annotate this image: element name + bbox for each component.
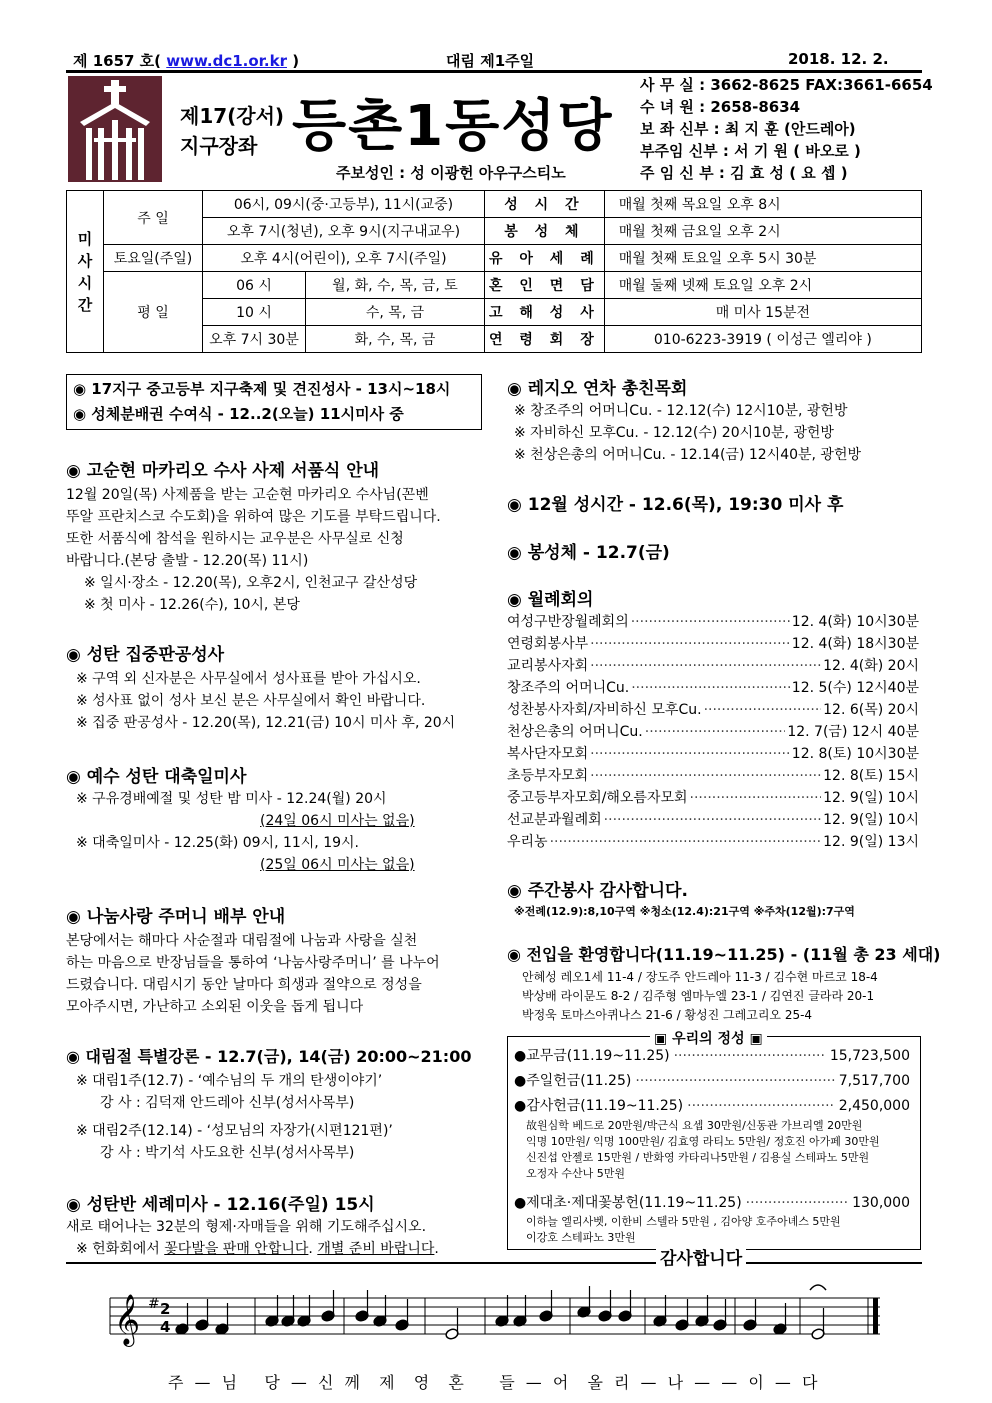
mass-time-side-label: 미 사 시 간 — [67, 191, 104, 353]
weekday-time: 10 시 — [203, 299, 306, 326]
meeting-name: 복사단자모회 — [507, 746, 589, 762]
sunday-times-1: 06시, 09시(중·고등부), 11시(교중) — [203, 191, 485, 218]
weekday-label: 평 일 — [104, 272, 203, 353]
convent-phone: 수 녀 원 : 2658-8634 — [640, 98, 801, 116]
meeting-time: 12. 4(화) 10시30분 — [791, 614, 919, 630]
meeting-row — [507, 743, 919, 765]
meeting-time: 12. 9(일) 10시 — [823, 812, 919, 828]
meeting-row — [507, 765, 919, 787]
issue-date: 2018. 12. 2. — [788, 50, 889, 68]
issue-number: 제 1657 호( — [73, 52, 162, 70]
meeting-row — [507, 655, 919, 677]
meeting-name: 중고등부자모회/해오름자모회 — [507, 790, 688, 806]
meeting-time: 12. 6(목) 20시 — [823, 702, 919, 718]
district-line1: 제17(강서) — [180, 104, 285, 128]
meeting-time: 12. 5(수) 12시40분 — [791, 680, 919, 696]
meeting-row — [507, 721, 919, 743]
meeting-time: 12. 7(금) 12시 40분 — [787, 724, 919, 740]
legio-title: ◉ 레지오 연차 총친목회 — [507, 379, 688, 399]
schedule-label: 봉 성 체 — [485, 218, 605, 245]
schedule-value: 매월 첫째 금요일 오후 2시 — [604, 218, 921, 245]
schedule-label: 혼 인 면 담 — [485, 272, 605, 299]
music-notes — [175, 1285, 826, 1340]
meeting-row — [507, 611, 919, 633]
offering-title: ▣ 우리의 정성 ▣ — [650, 1028, 767, 1048]
patron-saint: 주보성인 : 성 이광헌 아우구스티노 — [336, 164, 566, 182]
weekly-service-detail: ※전례(12.9):8,10구역 ※청소(12.4):21구역 ※주차(12월):7구역 — [514, 905, 855, 918]
weekday-days: 화, 수, 목, 금 — [306, 326, 485, 353]
meeting-row — [507, 831, 919, 853]
schedule-label: 유 아 세 례 — [485, 245, 605, 272]
weekday-days: 수, 목, 금 — [306, 299, 485, 326]
welcome-title: ◉ 전입을 환영합니다(11.19~11.25) - (11월 총 23 세대) — [507, 945, 941, 964]
lecture-week2-speaker: 강 사 : 박기석 사도요한 신부(성서사목부) — [100, 1145, 355, 1161]
meeting-row — [507, 677, 919, 699]
issue-line: 제 1657 호( www.dc1.or.kr ) — [73, 52, 300, 70]
hymn-lyrics: 주 — 님 당 — 신 께 제 영 혼 들 — 어 올 리 — 나 — — 이 — 다 — [168, 1373, 821, 1392]
svg-text:#: # — [148, 1296, 160, 1312]
christmas-day-note: (25일 06시 미사는 없음) — [260, 857, 415, 873]
meeting-name: 교리봉사자회 — [507, 658, 589, 674]
meeting-name: 초등부자모회 — [507, 768, 589, 784]
schedule-value: 매월 둘째 넷째 토요일 오후 2시 — [604, 272, 921, 299]
schedule-label: 성 시 간 — [485, 191, 605, 218]
offering-row: ●주일헌금(11.25) ····· 7,517,700 — [514, 1070, 910, 1092]
meeting-name: 창조주의 어머니Cu. — [507, 680, 630, 696]
meeting-time: 12. 8(토) 10시30분 — [791, 746, 919, 762]
baptism-prayer: 새로 태어나는 32분의 형제·자매들을 위해 기도해주십시오. — [66, 1219, 427, 1235]
communion-notice: ◉ 봉성체 - 12.7(금) — [507, 543, 670, 563]
weekday-time: 06 시 — [203, 272, 306, 299]
christmas-eve-note: (24일 06시 미사는 없음) — [260, 813, 415, 829]
advent-lecture-title: ◉ 대림절 특별강론 - 12.7(금), 14(금) 20:00~21:00 — [66, 1047, 472, 1066]
confession-title: ◉ 성탄 집중판공성사 — [66, 645, 225, 665]
weekday-days: 월, 화, 수, 목, 금, 토 — [306, 272, 485, 299]
thanksgiving-donors: 故원심학 베드로 20만원/박근식 요셉 30만원/신동관 가브리엘 20만원 익명 10만원/ 익명 100만원/ 김효영 라티노 5만원/ 정호진 아가페 30만원 신진섭 안젤로 15만원 / 반화영 카타리나5만원 / 김용실 스테파노 5만원 오정자 수산나 5만원 — [526, 1119, 880, 1180]
schedule-label: 연 령 회 장 — [485, 326, 605, 353]
baptism-mass-title: ◉ 성탄반 세례미사 - 12.16(주일) 15시 — [66, 1195, 375, 1215]
altar-donors: 이하늘 엘리사벳, 이한비 스텔라 5만원 , 김아양 호주아녜스 5만원 이강호 스테파노 3만원 — [526, 1215, 841, 1244]
ordination-notes: ※ 일시·장소 - 12.20(목), 오후2시, 인천교구 갈산성당 ※ 첫 미사 - 12.26(수), 10시, 본당 — [84, 575, 418, 613]
schedule-value: 매 미사 15분전 — [604, 299, 921, 326]
time-signature-bottom: 4 — [160, 1318, 171, 1336]
flower-notice: ※ 헌화회에서 꽃다발을 판매 안합니다. 개별 준비 바랍니다. — [76, 1241, 439, 1257]
christmas-day-mass: ※ 대축일미사 - 12.25(화) 09시, 11시, 19시. — [76, 835, 359, 851]
pastor: 주 임 신 부 : 김 효 성 ( 요 셉 ) — [640, 164, 848, 182]
lecture-week1: ※ 대림1주(12.7) - ‘예수님의 두 개의 탄생이야기’ — [76, 1073, 383, 1089]
fermata — [810, 1285, 826, 1290]
meeting-name: 여성구반장월례회의 — [507, 614, 629, 630]
office-phone: 사 무 실 : 3662-8625 FAX:3661-6654 — [640, 76, 933, 94]
meeting-name: 선교분과월례회 — [507, 812, 602, 828]
meeting-time: 12. 9(일) 13시 — [823, 834, 919, 850]
welcome-list: 안혜성 레오1세 11-4 / 장도주 안드레아 11-3 / 김수현 마르코 18-4 박상배 라이문도 8-2 / 김주형 엠마누엘 23-1 / 김연진 글라라 20-1 박정욱 토마스아퀴나스 21-6 / 황성진 그레고리오 25-4 — [522, 970, 878, 1022]
meeting-name: 천상은총의 어머니Cu. — [507, 724, 643, 740]
christmas-eve-mass: ※ 구유경배예절 및 성탄 밤 미사 - 12.24(월) 20시 — [76, 791, 387, 807]
meeting-name: 성찬봉사자회/자비하신 모후Cu. — [507, 702, 702, 718]
weekday-time: 오후 7시 30분 — [203, 326, 306, 353]
parish-name: 등촌1동성당 — [292, 94, 614, 159]
confession-notes: ※ 구역 외 신자분은 사무실에서 성사표를 받아 가십시오. ※ 성사표 없이 성사 보신 분은 사무실에서 확인 바랍니다. ※ 집중 판공성사 - 12.20(목), 12.21(금) 10시 미사 후, 20시 — [76, 671, 456, 731]
meeting-row — [507, 787, 919, 809]
schedule-value: 매월 첫째 목요일 오후 8시 — [604, 191, 921, 218]
notice-box — [66, 374, 482, 430]
assistant-priest: 보 좌 신부 : 최 지 훈 (안드레아) — [640, 120, 856, 138]
liturgical-season: 대림 제1주일 — [446, 52, 535, 70]
time-signature-top: 2 — [160, 1300, 171, 1318]
treble-clef: 𝄞 — [114, 1294, 141, 1345]
meeting-time: 12. 9(일) 10시 — [823, 790, 919, 806]
meeting-name: 연령회봉사부 — [507, 636, 589, 652]
meeting-time: 12. 4(화) 18시30분 — [791, 636, 919, 652]
offering-row: ●제대초·제대꽃봉헌(11.19~11.25) ····· 130,000 — [514, 1192, 910, 1214]
associate-priest: 부주임 신부 : 서 기 원 ( 바오로 ) — [640, 142, 861, 160]
offering-row: ●감사헌금(11.19~11.25) ····· 2,450,000 — [514, 1095, 910, 1117]
lecture-week1-speaker: 강 사 : 김덕재 안드레아 신부(성서사목부) — [100, 1095, 355, 1111]
mass-schedule-table — [66, 190, 922, 353]
contact-block — [640, 74, 933, 184]
legio-notes: ※ 창조주의 어머니Cu. - 12.12(수) 12시10분, 광헌방 ※ 자비하신 모후Cu. - 12.12(수) 20시10분, 광헌방 ※ 천상은총의 어머니Cu. - 12.14(금) 12시40분, 광헌방 — [514, 403, 861, 463]
lecture-week2: ※ 대림2주(12.14) - ‘성모님의 자장가(시편121편)’ — [76, 1123, 393, 1139]
schedule-value: 매월 첫째 토요일 오후 5시 30분 — [604, 245, 921, 272]
holy-hour-notice: ◉ 12월 성시간 - 12.6(목), 19:30 미사 후 — [507, 495, 844, 515]
schedule-value: 010-6223-3919 ( 이성근 엘리야 ) — [604, 326, 921, 353]
ordination-title: ◉ 고순현 마카리오 수사 사제 서품식 안내 — [66, 461, 380, 481]
closing-thanks: 감사합니다 — [656, 1244, 746, 1269]
district-line2: 지구장좌 — [180, 134, 258, 158]
saturday-label: 토요일(주일) — [104, 245, 203, 272]
youth-festival-notice: ◉ 17지구 중고등부 지구축제 및 견진성사 - 13시~18시 — [73, 380, 451, 398]
ordination-body: 12월 20일(목) 사제품을 받는 고순현 마카리오 수사님(꼰벤 뚜알 프란치스코 수도회)을 위하여 많은 기도를 부탁드립니다. 또한 서품식에 참석을 원하시는 교우분은 사무실로 신청 바랍니다.(본당 출발 - 12.20(목) 11시) — [66, 487, 441, 569]
meeting-time: 12. 8(토) 15시 — [823, 768, 919, 784]
offering-row: ●교무금(11.19~11.25) ····· 15,723,500 — [514, 1045, 910, 1067]
music-staff — [100, 1278, 890, 1368]
meeting-row — [507, 699, 919, 721]
meetings-title: ◉ 월례회의 — [507, 590, 594, 610]
weekly-service-title: ◉ 주간봉사 감사합니다. — [507, 881, 688, 901]
header-rule — [66, 70, 922, 73]
website-link[interactable]: www.dc1.or.kr — [166, 52, 287, 70]
eucharist-minister-notice: ◉ 성체분배권 수여식 - 12..2(오늘) 11시미사 중 — [73, 405, 404, 423]
church-logo — [68, 76, 162, 182]
saturday-times: 오후 4시(어린이), 오후 7시(주일) — [203, 245, 485, 272]
sharing-pouch-title: ◉ 나눔사랑 주머니 배부 안내 — [66, 907, 286, 927]
sunday-label: 주 일 — [104, 191, 203, 245]
meeting-row — [507, 633, 919, 655]
christmas-mass-title: ◉ 예수 성탄 대축일미사 — [66, 767, 247, 787]
schedule-label: 고 해 성 사 — [485, 299, 605, 326]
meeting-time: 12. 4(화) 20시 — [823, 658, 919, 674]
meeting-row — [507, 809, 919, 831]
meeting-name: 우리농 — [507, 834, 548, 850]
sharing-pouch-body: 본당에서는 해마다 사순절과 대림절에 나눔과 사랑을 실천 하는 마음으로 반장님들을 통하여 ‘나눔사랑주머니’ 를 나누어 드렸습니다. 대림시기 동안 날마다 희생과 절약으로 정성을 모아주시면, 가난하고 소외된 이웃을 돕게 됩니다 — [66, 933, 440, 1015]
sunday-times-2: 오후 7시(청년), 오후 9시(지구내교우) — [203, 218, 485, 245]
bottom-rule — [66, 1262, 922, 1264]
